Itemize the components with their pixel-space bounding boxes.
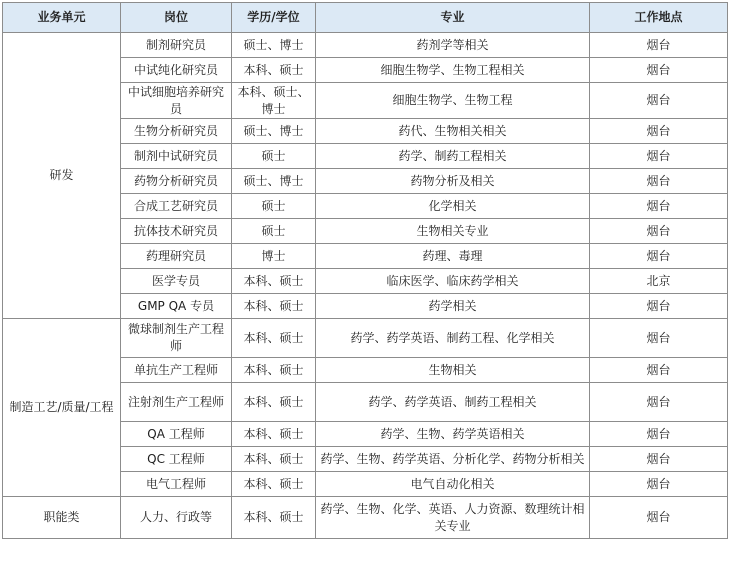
degree-cell: 本科、硕士 [232,319,316,358]
location-cell: 烟台 [590,294,728,319]
post-cell: GMP QA 专员 [121,294,232,319]
post-cell: 电气工程师 [121,472,232,497]
jobs-table [2,2,728,539]
location-cell: 烟台 [590,447,728,472]
degree-cell: 本科、硕士 [232,383,316,422]
major-cell: 药学、制药工程相关 [316,144,590,169]
post-cell: 中试细胞培养研究员 [121,83,232,119]
degree-cell: 本科、硕士 [232,294,316,319]
post-cell: QA 工程师 [121,422,232,447]
location-cell: 烟台 [590,58,728,83]
post-cell: 中试纯化研究员 [121,58,232,83]
degree-cell: 硕士、博士 [232,119,316,144]
unit-cell: 职能类 [3,497,121,539]
degree-cell: 本科、硕士 [232,447,316,472]
degree-cell: 本科、硕士 [232,269,316,294]
post-cell: 抗体技术研究员 [121,219,232,244]
location-cell: 烟台 [590,383,728,422]
degree-cell: 硕士、博士 [232,169,316,194]
post-cell: 药物分析研究员 [121,169,232,194]
major-cell: 药物分析及相关 [316,169,590,194]
table-row [3,319,728,358]
major-cell: 药理、毒理 [316,244,590,269]
header-degree: 学历/学位 [232,3,316,33]
major-cell: 药代、生物相关相关 [316,119,590,144]
unit-cell: 研发 [3,33,121,319]
post-cell: 微球制剂生产工程师 [121,319,232,358]
location-cell: 烟台 [590,422,728,447]
table-row [3,497,728,539]
location-cell: 烟台 [590,244,728,269]
degree-cell: 本科、硕士 [232,472,316,497]
header-post: 岗位 [121,3,232,33]
major-cell: 药学、药学英语、制药工程相关 [316,383,590,422]
header-location: 工作地点 [590,3,728,33]
table-row [3,33,728,58]
major-cell: 生物相关专业 [316,219,590,244]
major-cell: 药学、生物、药学英语相关 [316,422,590,447]
degree-cell: 博士 [232,244,316,269]
location-cell: 烟台 [590,33,728,58]
post-cell: 医学专员 [121,269,232,294]
table-body [3,33,728,539]
location-cell: 烟台 [590,497,728,539]
location-cell: 烟台 [590,169,728,194]
post-cell: 生物分析研究员 [121,119,232,144]
major-cell: 药学、药学英语、制药工程、化学相关 [316,319,590,358]
major-cell: 化学相关 [316,194,590,219]
major-cell: 电气自动化相关 [316,472,590,497]
major-cell: 临床医学、临床药学相关 [316,269,590,294]
post-cell: 合成工艺研究员 [121,194,232,219]
post-cell: 注射剂生产工程师 [121,383,232,422]
degree-cell: 硕士 [232,194,316,219]
post-cell: 制剂中试研究员 [121,144,232,169]
major-cell: 生物相关 [316,358,590,383]
post-cell: 制剂研究员 [121,33,232,58]
degree-cell: 本科、硕士 [232,358,316,383]
major-cell: 细胞生物学、生物工程 [316,83,590,119]
degree-cell: 硕士 [232,144,316,169]
major-cell: 药学、生物、药学英语、分析化学、药物分析相关 [316,447,590,472]
major-cell: 药学、生物、化学、英语、人力资源、数理统计相关专业 [316,497,590,539]
location-cell: 北京 [590,269,728,294]
major-cell: 细胞生物学、生物工程相关 [316,58,590,83]
major-cell: 药学相关 [316,294,590,319]
header-unit: 业务单元 [3,3,121,33]
major-cell: 药剂学等相关 [316,33,590,58]
degree-cell: 本科、硕士 [232,422,316,447]
location-cell: 烟台 [590,472,728,497]
header-row [3,3,728,33]
post-cell: 药理研究员 [121,244,232,269]
location-cell: 烟台 [590,219,728,244]
location-cell: 烟台 [590,144,728,169]
post-cell: QC 工程师 [121,447,232,472]
degree-cell: 本科、硕士、博士 [232,83,316,119]
location-cell: 烟台 [590,319,728,358]
degree-cell: 本科、硕士 [232,58,316,83]
location-cell: 烟台 [590,358,728,383]
post-cell: 单抗生产工程师 [121,358,232,383]
header-major: 专业 [316,3,590,33]
location-cell: 烟台 [590,119,728,144]
degree-cell: 硕士、博士 [232,33,316,58]
degree-cell: 硕士 [232,219,316,244]
unit-cell: 制造工艺/质量/工程 [3,319,121,497]
degree-cell: 本科、硕士 [232,497,316,539]
location-cell: 烟台 [590,194,728,219]
post-cell: 人力、行政等 [121,497,232,539]
location-cell: 烟台 [590,83,728,119]
